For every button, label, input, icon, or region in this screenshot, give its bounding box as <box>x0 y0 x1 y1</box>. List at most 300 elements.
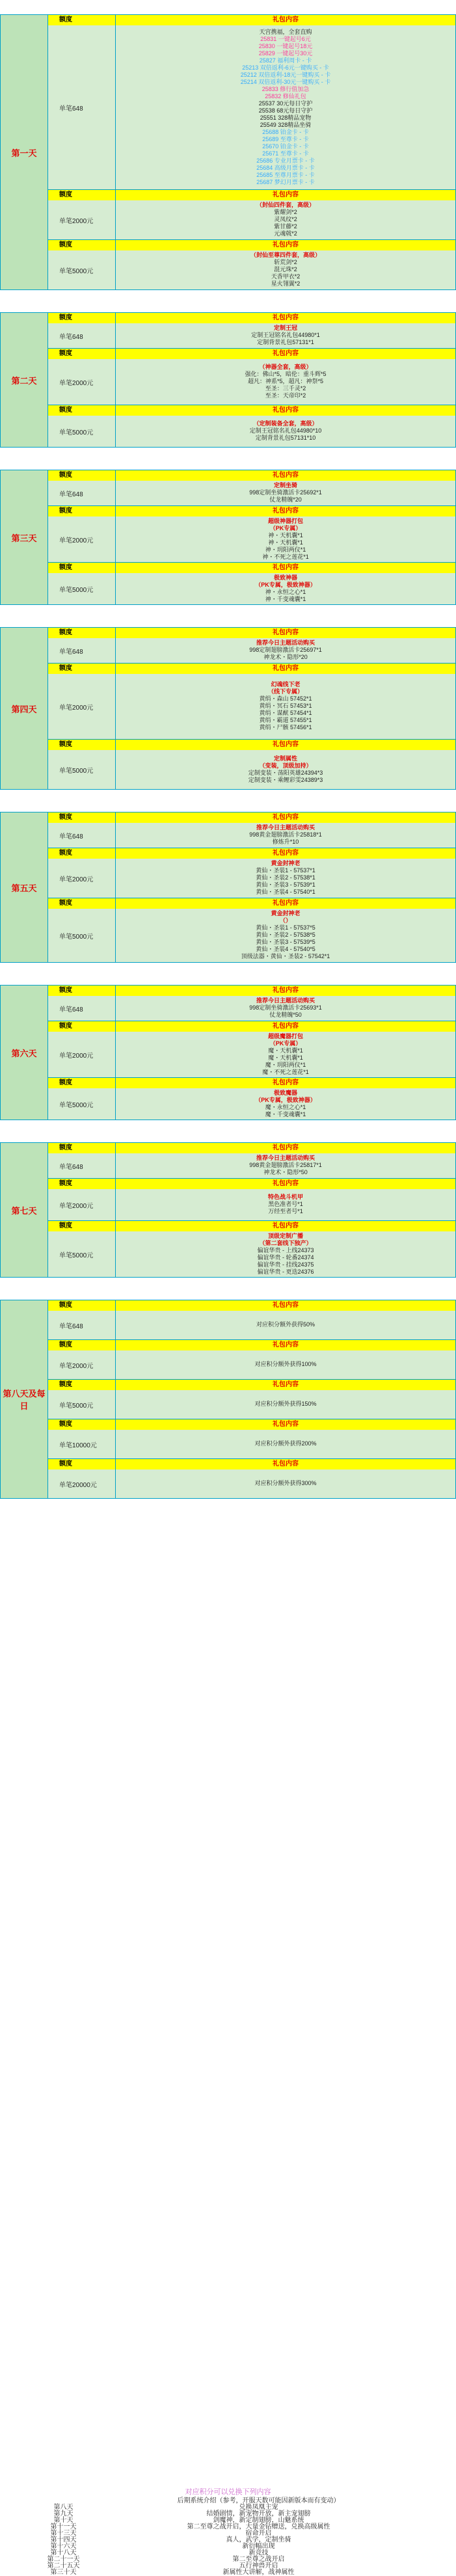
content-line: 25213 双倍返利-6元一键购买 - 卡 <box>242 64 329 71</box>
content-line: 998定制坐骑激活卡25693*1 <box>249 1004 322 1011</box>
footer-day: 第十八天 <box>50 2549 77 2556</box>
header-amount-label: 额度 <box>47 812 116 823</box>
tier-header <box>47 1221 455 1231</box>
tier-content <box>116 359 455 405</box>
content-line: 定制变装・荡阳英雄24394*3 <box>248 769 323 776</box>
content-line: 至圣：天帝印*2 <box>265 392 306 399</box>
tier-header <box>47 15 455 25</box>
day-block <box>0 1142 456 1278</box>
tier-content <box>116 1469 455 1498</box>
footer-text: 新竞技 <box>248 2549 269 2556</box>
header-amount-label: 额度 <box>47 190 116 200</box>
footer-row <box>33 2569 423 2576</box>
content-line: 神・天机囊*1 <box>268 539 303 546</box>
content-line: 魔・玥阳两仪*1 <box>265 1061 306 1068</box>
header-content-label: 礼包内容 <box>273 507 299 515</box>
tier-row <box>47 1419 455 1459</box>
header-amount-label: 额度 <box>47 240 116 250</box>
content-line: 25830 一键起号18元 <box>258 42 313 49</box>
tier-header <box>47 1340 455 1350</box>
tier-header <box>47 563 455 573</box>
content-line: （神器全套，高级） <box>259 364 312 370</box>
day-block <box>0 627 456 790</box>
tier-price: 单笔648 <box>47 823 116 848</box>
content-line: 定制背景礼包57131*1 <box>257 339 314 345</box>
header-content-label: 礼包内容 <box>273 629 299 636</box>
header-content-label: 礼包内容 <box>273 1421 299 1428</box>
tier-row <box>47 190 455 240</box>
tier-content <box>116 1311 455 1339</box>
footer-list <box>33 2498 423 2576</box>
header-content-label: 礼包内容 <box>273 1144 299 1151</box>
header-amount-label: 额度 <box>47 740 116 750</box>
tier-row <box>47 15 455 190</box>
content-line: 黄金封神老 <box>271 910 301 917</box>
footer-row <box>33 2498 423 2504</box>
tier-price: 单笔5000元 <box>47 250 116 289</box>
header-amount-label: 额度 <box>47 1380 116 1390</box>
content-line: 25212 双倍返利-18元一键购买 - 卡 <box>240 71 331 78</box>
content-line: 25688 铂金卡 - 卡 <box>262 128 309 135</box>
content-line: 黄绢・森山 57452*1 <box>259 695 312 702</box>
day-block <box>0 312 456 448</box>
tier-row <box>47 405 455 447</box>
content-line: 25214 双倍返利-30元一键购买 - 卡 <box>240 78 331 85</box>
tier-row <box>47 313 455 349</box>
header-amount-label: 额度 <box>47 506 116 517</box>
content-line: （第二套线下独产） <box>259 1239 312 1246</box>
header-amount-label: 额度 <box>47 1340 116 1350</box>
header-content-label: 礼包内容 <box>273 1460 299 1468</box>
content-line: 顶级定制广播 <box>267 1232 303 1239</box>
content-line: 黄仙・圣装2 - 57538*1 <box>256 874 315 881</box>
content-line: 神・千变魂囊*1 <box>265 595 306 602</box>
header-content-label: 礼包内容 <box>273 1222 299 1229</box>
content-line: 灵凤纹*2 <box>274 216 297 222</box>
header-amount-label: 额度 <box>47 848 116 859</box>
tier-body <box>47 323 455 348</box>
footer-row <box>33 2537 423 2543</box>
content-line: 25685 至尊月票卡 - 卡 <box>256 171 315 178</box>
tier-header <box>47 1078 455 1088</box>
day-label: 第一天 <box>1 15 48 289</box>
content-line: 定制背景礼包57131*10 <box>255 435 316 441</box>
content-line: 对应积分额外获得150% <box>254 1401 317 1407</box>
footer-text: 真人，武学，定制坐骑 <box>226 2536 291 2543</box>
header-amount-label: 额度 <box>47 1419 116 1430</box>
tier-content <box>116 416 455 447</box>
content-line: 25671 至尊卡 - 卡 <box>262 150 309 157</box>
content-line: 偏谊华贵 - 更迭24376 <box>257 1268 314 1275</box>
footer-text: 结婚剧情，新宠物开放，新主宠翅膀 <box>206 2510 311 2517</box>
tier-body <box>47 859 455 898</box>
tier-header <box>47 240 455 250</box>
content-line: 25537 30元每日守护 <box>258 100 313 107</box>
tier-body <box>47 517 455 562</box>
content-line: 极致神器 <box>273 574 297 581</box>
tier-header <box>47 1300 455 1311</box>
footer-text: 剑魔神，新定制翅膀，山魅系统 <box>213 2517 304 2524</box>
tier-header <box>47 405 455 416</box>
tier-content <box>116 25 455 189</box>
tier-content <box>116 859 455 898</box>
tier-body <box>47 1231 455 1277</box>
content-line: 神龙术・隐形*20 <box>263 654 308 660</box>
content-line: （PK专属，极致神器） <box>255 1096 316 1103</box>
tier-content <box>116 481 455 505</box>
tier-row <box>47 1459 455 1498</box>
footer-day: 第十四天 <box>50 2536 77 2543</box>
tier-row <box>47 986 455 1021</box>
tier-body <box>47 1390 455 1419</box>
tier-content <box>116 996 455 1021</box>
content-line: 神龙术・隐形*50 <box>263 1169 308 1175</box>
day-block <box>0 470 456 605</box>
content-line: 25684 高级月票卡 - 卡 <box>256 164 315 171</box>
content-line: 超级魔器打包 <box>267 1032 303 1040</box>
tier-content <box>116 1032 455 1077</box>
content-line: 定制王冠铭名礼包44980*1 <box>251 332 320 338</box>
tier-header <box>47 740 455 750</box>
day-label: 第二天 <box>1 313 48 447</box>
tier-price: 单笔2000元 <box>47 517 116 562</box>
day-block <box>0 812 456 963</box>
footer-day: 第八天 <box>53 2504 74 2511</box>
tier-body <box>47 573 455 604</box>
content-line: 黄金封神老 <box>271 860 301 866</box>
footer-text: 宿命开启 <box>245 2530 272 2537</box>
tier-body <box>47 1189 455 1220</box>
footer-text: 新属性大讲解，战神属性 <box>222 2569 295 2576</box>
content-line: 25538 68元每日守护 <box>258 107 313 114</box>
tier-list <box>47 628 455 789</box>
header-amount-label: 额度 <box>47 628 116 638</box>
content-line: 神・天机囊*1 <box>268 531 303 539</box>
content-line: 至圣：三千灵*2 <box>265 385 306 392</box>
tier-price: 单笔5000元 <box>47 416 116 447</box>
content-line: （定制装备全套，高级） <box>253 420 318 427</box>
footer-day: 第二十一天 <box>47 2556 80 2563</box>
content-line: 天香甲衣*2 <box>271 273 301 280</box>
content-line: 魔・天机囊*1 <box>268 1047 303 1054</box>
tier-row <box>47 628 455 664</box>
tier-price: 单笔2000元 <box>47 1032 116 1077</box>
footer-day: 第十六天 <box>50 2543 77 2550</box>
content-line: 对应积分额外获得100% <box>254 1361 317 1367</box>
tier-content <box>116 909 455 962</box>
tier-list <box>47 470 455 604</box>
day-label: 第三天 <box>1 470 48 604</box>
tier-list <box>47 15 455 289</box>
tier-body <box>47 1088 455 1120</box>
content-line: 魔・永恒之心*1 <box>265 1103 306 1110</box>
content-line: 魔・千变魂囊*1 <box>265 1110 306 1118</box>
tier-content <box>116 1430 455 1458</box>
tier-header <box>47 313 455 323</box>
header-amount-label: 额度 <box>47 470 116 481</box>
tier-price: 单笔648 <box>47 1153 116 1178</box>
tier-list <box>47 1300 455 1498</box>
content-line: 25689 至尊卡 - 卡 <box>262 135 309 142</box>
content-line: 元魂戟*2 <box>274 230 297 237</box>
content-line: 特色战斗机甲 <box>267 1194 303 1200</box>
tier-body <box>47 481 455 505</box>
tier-row <box>47 1380 455 1419</box>
content-line: 黄仙・圣装3 - 57539*5 <box>256 939 315 945</box>
header-amount-label: 额度 <box>47 405 116 416</box>
content-line: （PK专属） <box>269 1040 302 1047</box>
tier-row <box>47 1340 455 1380</box>
footer-text: 兑换凤凰主宠 <box>239 2504 278 2511</box>
content-line: 神・永恒之心*1 <box>265 588 306 595</box>
tier-content <box>116 573 455 604</box>
tier-price: 单笔2000元 <box>47 1350 116 1379</box>
tier-header <box>47 1380 455 1390</box>
header-amount-label: 额度 <box>47 1078 116 1088</box>
content-line: 黄绢・谋猷 57454*1 <box>259 710 312 716</box>
tier-price: 单笔648 <box>47 481 116 505</box>
tier-row <box>47 1021 455 1078</box>
tier-content <box>116 674 455 739</box>
content-line: 黄绢・尸骸 57456*1 <box>259 724 312 731</box>
tier-header <box>47 506 455 517</box>
content-line: 极致魔器 <box>273 1089 297 1096</box>
content-line: 998定制翅膀激活卡25697*1 <box>249 647 322 653</box>
tier-body <box>47 1032 455 1077</box>
content-line: （） <box>279 917 291 924</box>
content-line: 幻魂线下老 <box>271 681 301 688</box>
tier-header <box>47 470 455 481</box>
content-line: （线下专属） <box>267 688 303 695</box>
header-amount-label: 额度 <box>47 986 116 996</box>
content-line: 定制坐骑 <box>273 482 297 489</box>
header-content-label: 礼包内容 <box>273 1341 299 1348</box>
header-amount-label: 额度 <box>47 15 116 25</box>
tier-header <box>47 986 455 996</box>
tier-price: 单笔2000元 <box>47 359 116 405</box>
tier-row <box>47 349 455 405</box>
footer-day: 第十一天 <box>50 2523 77 2530</box>
tier-content <box>116 323 455 348</box>
header-content-label: 礼包内容 <box>273 241 299 248</box>
day-label: 第四天 <box>1 628 48 789</box>
content-line: 998黄金翅膀激活卡25817*1 <box>249 1162 322 1168</box>
tier-body <box>47 674 455 739</box>
header-amount-label: 额度 <box>47 349 116 359</box>
header-content-label: 礼包内容 <box>273 472 299 479</box>
tier-row <box>47 240 455 289</box>
tier-list <box>47 986 455 1120</box>
content-line: 超凡：神系*5，超凡：神祭*5 <box>247 378 324 384</box>
tier-content <box>116 1350 455 1379</box>
tier-price: 单笔2000元 <box>47 859 116 898</box>
content-line: 998定制坐骑激活卡25692*1 <box>249 489 322 496</box>
tier-price: 单笔648 <box>47 25 116 189</box>
tier-body <box>47 1350 455 1379</box>
header-amount-label: 额度 <box>47 1021 116 1032</box>
content-line: 黄仙・圣装1 - 57537*1 <box>256 867 315 874</box>
tier-row <box>47 1078 455 1120</box>
tier-body <box>47 359 455 405</box>
header-content-label: 礼包内容 <box>273 1079 299 1086</box>
content-line: 黄仙・圣装4 - 57540*1 <box>256 889 315 895</box>
footer-row <box>33 2524 423 2530</box>
content-line: 紫耀剑*2 <box>274 209 297 215</box>
tier-row <box>47 1179 455 1221</box>
tier-row <box>47 563 455 604</box>
tier-price: 单笔10000元 <box>47 1430 116 1458</box>
tier-price: 单笔648 <box>47 323 116 348</box>
header-amount-label: 额度 <box>47 1179 116 1189</box>
footer-text: 五行神兽开启 <box>239 2562 278 2569</box>
tier-header <box>47 1419 455 1430</box>
tier-content <box>116 823 455 848</box>
content-line: 推荐今日主题活动购买 <box>256 824 315 831</box>
header-amount-label: 额度 <box>47 898 116 909</box>
content-line: 神・玥阳两仪*1 <box>265 546 306 553</box>
tier-row <box>47 1221 455 1277</box>
header-amount-label: 额度 <box>47 1459 116 1469</box>
header-amount-label: 额度 <box>47 313 116 323</box>
tier-price: 单笔5000元 <box>47 573 116 604</box>
header-amount-label: 额度 <box>47 664 116 674</box>
footer-row <box>33 2550 423 2556</box>
footer-row <box>33 2563 423 2569</box>
header-content-label: 礼包内容 <box>273 850 299 857</box>
tier-row <box>47 664 455 740</box>
tier-price: 单笔648 <box>47 996 116 1021</box>
header-content-label: 礼包内容 <box>273 987 299 994</box>
tier-price: 单笔5000元 <box>47 750 116 789</box>
content-line: （封仙四件套，高级） <box>256 202 315 208</box>
footer-day: 第十天 <box>53 2517 74 2524</box>
header-content-label: 礼包内容 <box>273 1381 299 1388</box>
tier-header <box>47 848 455 859</box>
tier-price: 单笔5000元 <box>47 1231 116 1277</box>
header-content-label: 礼包内容 <box>273 16 299 23</box>
days-container <box>0 14 456 1499</box>
content-line: 25831 一键起号6元 <box>260 35 311 42</box>
tier-row <box>47 898 455 962</box>
content-line: 黄仙・圣装3 - 57539*1 <box>256 881 315 888</box>
tier-body <box>47 996 455 1021</box>
header-content-label: 礼包内容 <box>273 1302 299 1309</box>
content-line: 定制属性 <box>273 755 297 762</box>
tier-header <box>47 628 455 638</box>
tier-body <box>47 416 455 447</box>
content-line: 仗龙精魄*50 <box>269 1012 302 1018</box>
tier-body <box>47 1153 455 1178</box>
content-line: 黄绢・冥石 57453*1 <box>259 703 312 709</box>
content-line: 神・不死之莲花*1 <box>262 553 309 560</box>
tier-price: 单笔5000元 <box>47 1390 116 1419</box>
tier-body <box>47 1311 455 1339</box>
content-line: 混元珠*2 <box>274 266 297 273</box>
footer-day: 第九天 <box>53 2510 74 2517</box>
tier-header <box>47 1021 455 1032</box>
content-line: 强化：佛山*5，暗伦：重斗辉*5 <box>245 371 327 377</box>
content-line: 推荐今日主题活动购买 <box>256 1155 315 1161</box>
tier-content <box>116 200 455 239</box>
content-line: 定制变装・乘鲤彩雯24389*3 <box>248 776 323 783</box>
content-line: 对应积分额外获得300% <box>254 1480 317 1486</box>
tier-body <box>47 823 455 848</box>
tier-header <box>47 1143 455 1153</box>
header-content-label: 礼包内容 <box>273 564 299 571</box>
tier-row <box>47 740 455 789</box>
content-line: 万经至者号*1 <box>268 1208 303 1214</box>
content-line: 定制王冠铭名礼包44980*10 <box>249 427 322 434</box>
content-line: （封仙至尊四件套，高级） <box>250 252 321 258</box>
tier-content <box>116 517 455 562</box>
content-line: 偏谊华贵 - 挂线24375 <box>257 1261 314 1268</box>
content-line: 25829 一键起号30元 <box>258 49 313 57</box>
tier-content <box>116 250 455 289</box>
tier-row <box>47 470 455 506</box>
footer-row <box>33 2543 423 2550</box>
tier-content <box>116 1153 455 1178</box>
content-line: 黄绢・霸道 57455*1 <box>259 717 312 723</box>
content-line: 魔・天机囊*1 <box>268 1054 303 1061</box>
content-line: 偏谊华贵 - 上线24373 <box>257 1246 314 1254</box>
tier-body <box>47 750 455 789</box>
tier-row <box>47 506 455 563</box>
tier-header <box>47 664 455 674</box>
tier-price: 单笔20000元 <box>47 1469 116 1498</box>
content-line: 偏谊华贵 - 轮番24374 <box>257 1254 314 1261</box>
tier-price: 单笔2000元 <box>47 1189 116 1220</box>
header-amount-label: 额度 <box>47 1143 116 1153</box>
content-line: 对应积分额外获得200% <box>254 1440 317 1447</box>
day-block <box>0 14 456 290</box>
content-line: 黑色准者号*1 <box>268 1201 303 1207</box>
header-content-label: 礼包内容 <box>273 191 299 198</box>
footer-row <box>33 2556 423 2563</box>
footer-text: 第二至尊之战开启 <box>232 2556 285 2563</box>
content-line: 25687 梦幻月票卡 - 卡 <box>256 178 315 185</box>
content-line: 25551 328精品宠物 <box>260 114 312 121</box>
content-line: 定制王冠 <box>273 325 297 331</box>
content-line: 魔・不死之莲花*1 <box>262 1068 309 1075</box>
content-line: 斩荒剑*2 <box>274 259 297 265</box>
tier-content <box>116 750 455 789</box>
day-block <box>0 1300 456 1499</box>
header-content-label: 礼包内容 <box>273 1180 299 1187</box>
content-line: 修炼升*10 <box>272 839 299 845</box>
header-content-label: 礼包内容 <box>273 314 299 321</box>
footer-day: 第二十五天 <box>47 2562 80 2569</box>
tier-content <box>116 1390 455 1419</box>
tier-content <box>116 638 455 663</box>
content-line: 黄仙・圣装2 - 57538*5 <box>256 932 315 938</box>
content-line: 25670 铂金卡 - 卡 <box>262 142 309 150</box>
tier-content <box>116 1088 455 1120</box>
tier-header <box>47 1179 455 1189</box>
tier-price: 单笔2000元 <box>47 200 116 239</box>
footer-title: 对应积分可以兑换下列内容 <box>185 2488 271 2496</box>
tier-price: 单笔5000元 <box>47 1088 116 1120</box>
header-content-label: 礼包内容 <box>273 1023 299 1030</box>
content-line: 星火翎翼*2 <box>271 280 301 287</box>
content-line: 黄仙・圣装4 - 57540*5 <box>256 946 315 952</box>
header-content-label: 礼包内容 <box>273 665 299 672</box>
content-line: （PK专属，极致神器） <box>255 581 316 588</box>
top-spacer <box>0 0 456 14</box>
day-label: 第六天 <box>1 986 48 1120</box>
footer-text: 新衍幅出现 <box>242 2543 275 2550</box>
header-content-label: 礼包内容 <box>273 741 299 748</box>
content-line: 25827 福利周卡 - 卡 <box>259 57 312 64</box>
